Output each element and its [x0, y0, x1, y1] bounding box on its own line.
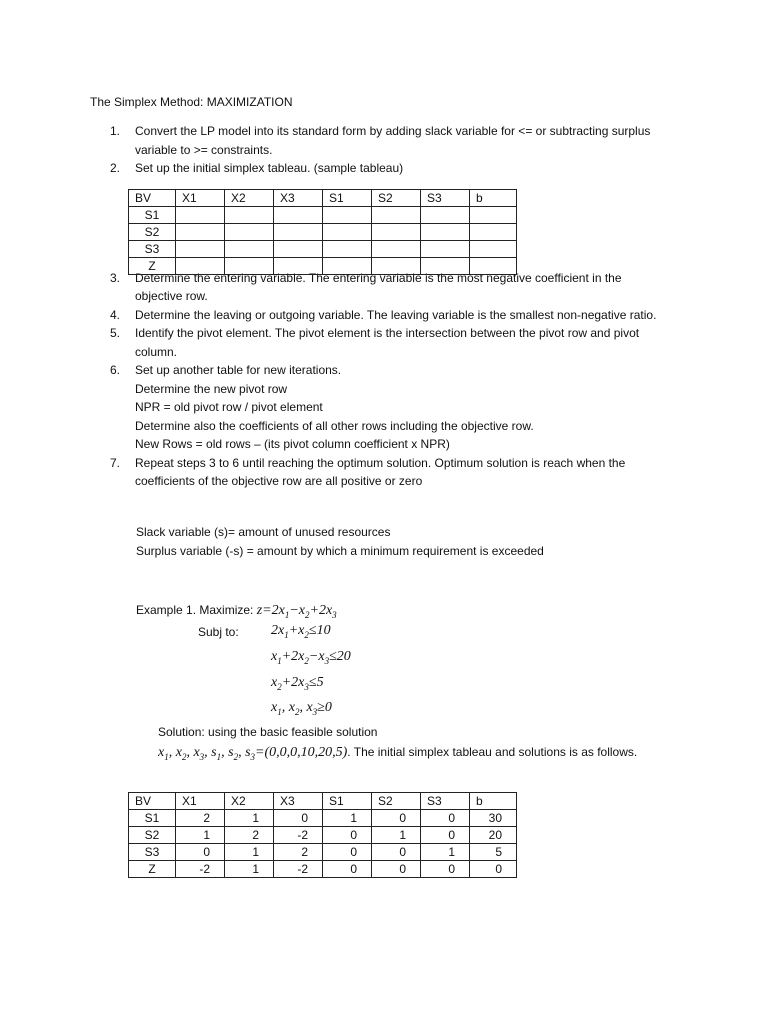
table-cell: [176, 207, 225, 224]
table-cell: -2: [176, 861, 225, 878]
table-cell: [470, 258, 517, 275]
table-cell: 1: [225, 844, 274, 861]
header-cell: X1: [176, 793, 225, 810]
initial-tableau: [128, 792, 517, 878]
step-number: 4.: [110, 307, 121, 322]
header-cell: X2: [225, 190, 274, 207]
table-cell: 2: [274, 844, 323, 861]
table-cell: 0: [372, 810, 421, 827]
step-text: variable to >= constraints.: [135, 142, 273, 157]
constraint-1: $2x_1+x_2\le 10$: [271, 623, 331, 640]
header-cell: S1: [323, 190, 372, 207]
row-label-cell: Z: [129, 258, 176, 275]
document-title: The Simplex Method: MAXIMIZATION: [90, 95, 293, 109]
example-label: Example 1. Maximize:: [136, 603, 254, 617]
table-cell: 0: [372, 861, 421, 878]
solution-label: Solution: using the basic feasible solution: [158, 725, 378, 739]
table-cell: 0: [421, 861, 470, 878]
table-cell: 1: [225, 810, 274, 827]
table-cell: 0: [323, 861, 372, 878]
table-row: [129, 224, 517, 241]
table-cell: [274, 258, 323, 275]
definitions: [136, 523, 544, 560]
table-cell: 0: [274, 810, 323, 827]
step-number: 6.: [110, 363, 121, 377]
table-cell: [274, 241, 323, 258]
solution-statement: [158, 743, 637, 766]
surplus-definition: Surplus variable (-s) = amount by which a minimum requirement is exceeded: [136, 543, 544, 558]
step-text: NPR = old pivot row / pivot element: [135, 400, 323, 414]
step-text: Set up another table for new iterations.: [135, 363, 342, 377]
slack-definition: Slack variable (s)= amount of unused resources: [136, 525, 391, 539]
row-label-cell: S1: [129, 810, 176, 827]
header-cell: X3: [274, 793, 323, 810]
table-cell: 0: [323, 844, 372, 861]
table-cell: 0: [372, 844, 421, 861]
table-cell: [323, 258, 372, 275]
header-cell: S2: [372, 190, 421, 207]
header-cell: BV: [129, 793, 176, 810]
table-cell: [323, 207, 372, 224]
step-text: Determine the entering variable. The entering variable is the most negative coefficient in the: [135, 270, 622, 285]
table-cell: [225, 207, 274, 224]
step-text: column.: [135, 344, 178, 359]
table-cell: [176, 258, 225, 275]
table-cell: 1: [421, 844, 470, 861]
step-text: Identify the pivot element. The pivot element is the intersection between the pivot row and pivot: [135, 326, 640, 340]
table-cell: 1: [225, 861, 274, 878]
table-cell: [372, 241, 421, 258]
table-cell: [323, 241, 372, 258]
row-label-cell: S3: [129, 844, 176, 861]
step-text: Convert the LP model into its standard form by adding slack variable for <= or subtracting surplus: [135, 124, 651, 138]
header-cell: S3: [421, 793, 470, 810]
table-row: [129, 827, 517, 844]
table-cell: 0: [176, 844, 225, 861]
table-cell: [274, 224, 323, 241]
step-text: Repeat steps 3 to 6 until reaching the optimum solution. Optimum solution is reach when the: [135, 455, 626, 470]
step-number: 3.: [110, 270, 121, 285]
step-1: [95, 122, 695, 159]
step-number: 1.: [110, 124, 121, 138]
table-cell: [372, 207, 421, 224]
table-cell: [225, 241, 274, 258]
table-cell: 0: [323, 827, 372, 844]
table-row: [129, 241, 517, 258]
step-text: Determine also the coefficients of all other rows including the objective row.: [135, 418, 534, 433]
constraint-3: $x_2+2x_3\le 5$: [271, 674, 324, 692]
constraints: [271, 620, 351, 723]
step-text: coefficients of the objective row are all positive or zero: [135, 474, 423, 488]
table-row: [129, 810, 517, 827]
header-cell: X2: [225, 793, 274, 810]
table-cell: [421, 258, 470, 275]
table-cell: 1: [372, 827, 421, 844]
table-cell: [421, 207, 470, 224]
header-cell: S3: [421, 190, 470, 207]
table-cell: 0: [421, 827, 470, 844]
table-cell: [470, 207, 517, 224]
subject-to-label: Subj to:: [198, 625, 239, 639]
step-text: Set up the initial simplex tableau. (sample tableau): [135, 161, 404, 175]
step-5: [95, 324, 695, 361]
basic-feasible-solution: $x_1$, $x_2$, $x_3$, $s_1$, $s_2$, $s_3=(0,0,0,10,20,5)$: [158, 745, 348, 762]
table-cell: [176, 224, 225, 241]
step-text: objective row.: [135, 289, 208, 303]
constraint-2: $x_1+2x_2-x_3\le 20$: [271, 648, 351, 666]
table-cell: 2: [225, 827, 274, 844]
non-negativity-constraint: $x_1$, $x_2$, $x_3\ge 0$: [271, 700, 332, 718]
table-cell: -2: [274, 861, 323, 878]
table-row: [129, 844, 517, 861]
step-4: [95, 306, 695, 325]
step-2: [95, 159, 695, 178]
row-label-cell: S1: [129, 207, 176, 224]
step-number: 2.: [110, 161, 121, 175]
header-cell: b: [470, 793, 517, 810]
row-label-cell: S2: [129, 224, 176, 241]
table-cell: 0: [470, 861, 517, 878]
row-label-cell: S2: [129, 827, 176, 844]
table-cell: [323, 224, 372, 241]
step-7: [95, 454, 695, 491]
table-cell: [421, 241, 470, 258]
table-cell: [470, 224, 517, 241]
step-6: [95, 361, 695, 454]
step-text: Determine the leaving or outgoing variable. The leaving variable is the smallest non-negative ratio.: [135, 307, 657, 322]
table-header-row: [129, 190, 517, 207]
table-row: [129, 861, 517, 878]
table-cell: 20: [470, 827, 517, 844]
table-cell: [470, 241, 517, 258]
header-cell: X1: [176, 190, 225, 207]
table-cell: 2: [176, 810, 225, 827]
row-label-cell: S3: [129, 241, 176, 258]
header-cell: S1: [323, 793, 372, 810]
table-cell: [274, 207, 323, 224]
table-cell: 0: [421, 810, 470, 827]
header-cell: b: [470, 190, 517, 207]
table-cell: [225, 224, 274, 241]
step-number: 5.: [110, 326, 121, 340]
step-number: 7.: [110, 455, 121, 470]
steps-list: [95, 122, 695, 491]
sample-tableau: [128, 189, 517, 275]
table-cell: [372, 224, 421, 241]
objective-function: $z=2x_1-x_2+2x_3$: [256, 603, 337, 620]
table-cell: [372, 258, 421, 275]
table-cell: 30: [470, 810, 517, 827]
header-cell: X3: [274, 190, 323, 207]
table-cell: -2: [274, 827, 323, 844]
header-cell: S2: [372, 793, 421, 810]
table-cell: 5: [470, 844, 517, 861]
step-text: New Rows = old rows – (its pivot column coefficient x NPR): [135, 437, 450, 451]
solution-trailing-text: . The initial simplex tableau and solutions is as follows.: [347, 745, 638, 759]
table-cell: 1: [176, 827, 225, 844]
header-cell: BV: [129, 190, 176, 207]
step-text: Determine the new pivot row: [135, 381, 288, 396]
table-header-row: [129, 793, 517, 810]
table-cell: 1: [323, 810, 372, 827]
row-label-cell: Z: [129, 861, 176, 878]
table-row: [129, 258, 517, 275]
table-row: [129, 207, 517, 224]
table-cell: [176, 241, 225, 258]
table-cell: [225, 258, 274, 275]
table-cell: [421, 224, 470, 241]
